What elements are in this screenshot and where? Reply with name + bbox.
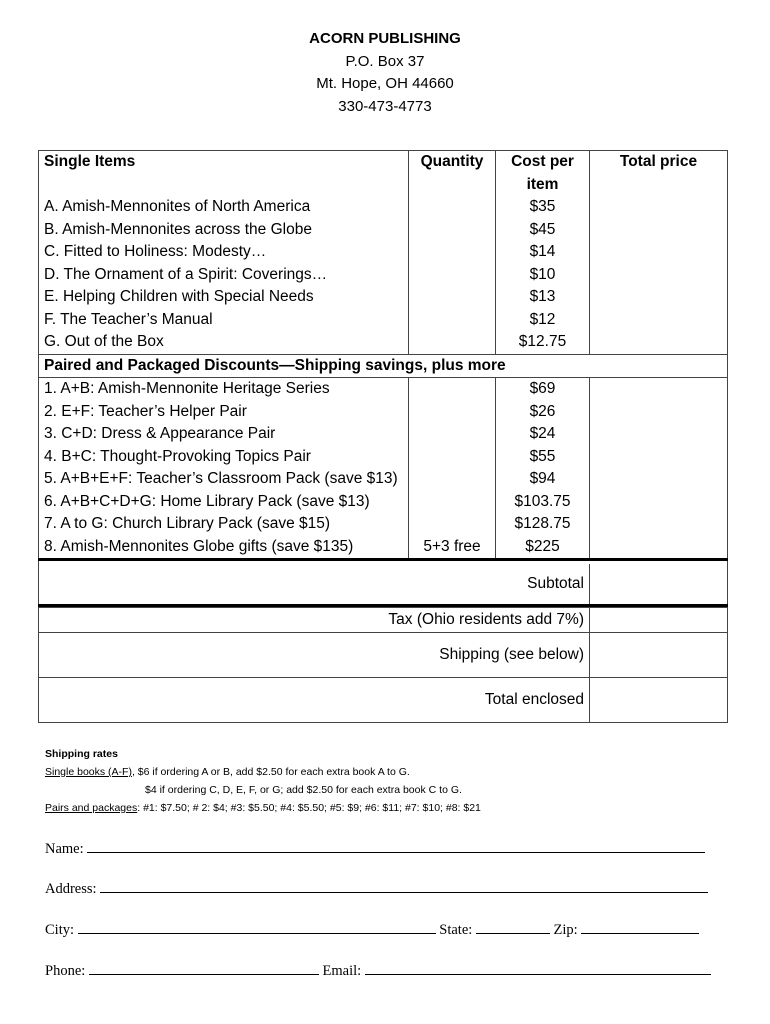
name-field[interactable] — [87, 838, 705, 853]
quantity-field[interactable]: 5+3 free — [409, 536, 496, 560]
city-label: City: — [45, 922, 75, 938]
total-price-field[interactable] — [590, 264, 728, 287]
item-cost: $12.75 — [496, 331, 590, 354]
item-name: 3. C+D: Dress & Appearance Pair — [39, 423, 409, 446]
single-books-rate-2: $4 if ordering C, D, E, F, or G; add $2.50 for each extra book C to G. — [145, 784, 462, 796]
item-cost: $103.75 — [496, 491, 590, 514]
table-row — [39, 196, 728, 219]
item-cost: $69 — [496, 378, 590, 401]
table-row — [39, 309, 728, 332]
item-cost: $35 — [496, 196, 590, 219]
total-price-field[interactable] — [590, 378, 728, 401]
item-name: G. Out of the Box — [39, 331, 409, 354]
item-name: 7. A to G: Church Library Pack (save $15) — [39, 513, 409, 536]
total-price-field[interactable] — [590, 536, 728, 560]
email-field[interactable] — [365, 960, 711, 975]
total-label: Total enclosed — [39, 678, 590, 723]
quantity-field[interactable] — [409, 423, 496, 446]
table-row — [39, 264, 728, 287]
item-name: C. Fitted to Holiness: Modesty… — [39, 241, 409, 264]
item-cost: $55 — [496, 446, 590, 469]
table-row — [39, 241, 728, 264]
shipping-field[interactable] — [590, 633, 728, 678]
table-row — [39, 401, 728, 424]
total-price-field[interactable] — [590, 423, 728, 446]
tax-label: Tax (Ohio residents add 7%) — [39, 608, 590, 633]
company-phone: 330-473-4773 — [338, 97, 432, 115]
shipping-rates-title: Shipping rates — [45, 748, 118, 760]
col-header-quantity: Quantity — [409, 151, 496, 174]
quantity-field[interactable] — [409, 446, 496, 469]
phone-line — [45, 960, 711, 980]
table-row — [39, 468, 728, 491]
quantity-field[interactable] — [409, 401, 496, 424]
item-name: 5. A+B+E+F: Teacher’s Classroom Pack (save $13) — [39, 468, 409, 491]
col-header-total: Total price — [590, 151, 728, 174]
quantity-field[interactable] — [409, 286, 496, 309]
zip-label: Zip: — [553, 922, 578, 938]
col-header-cost: Cost per — [496, 151, 590, 174]
total-price-field[interactable] — [590, 331, 728, 354]
item-name: E. Helping Children with Special Needs — [39, 286, 409, 309]
city-line — [45, 919, 699, 939]
phone-label: Phone: — [45, 963, 86, 979]
quantity-field[interactable] — [409, 219, 496, 242]
name-line — [45, 838, 705, 858]
shipping-row — [39, 633, 728, 678]
quantity-field[interactable] — [409, 513, 496, 536]
zip-field[interactable] — [581, 919, 699, 934]
quantity-field[interactable] — [409, 468, 496, 491]
total-price-field[interactable] — [590, 401, 728, 424]
company-address-1: P.O. Box 37 — [345, 52, 425, 70]
total-field[interactable] — [590, 678, 728, 723]
item-name: 4. B+C: Thought-Provoking Topics Pair — [39, 446, 409, 469]
single-books-rate: Single books (A-F), $6 if ordering A or B, add $2.50 for each extra book A to G. — [45, 766, 410, 778]
item-name: B. Amish-Mennonites across the Globe — [39, 219, 409, 242]
item-cost: $13 — [496, 286, 590, 309]
total-price-field[interactable] — [590, 491, 728, 514]
tax-row — [39, 608, 728, 633]
subtotal-row — [39, 564, 728, 606]
item-cost: $10 — [496, 264, 590, 287]
subtotal-label: Subtotal — [39, 564, 590, 606]
item-name: A. Amish-Mennonites of North America — [39, 196, 409, 219]
total-price-field[interactable] — [590, 286, 728, 309]
quantity-field[interactable] — [409, 241, 496, 264]
table-row — [39, 491, 728, 514]
email-label: Email: — [322, 963, 362, 979]
quantity-field[interactable] — [409, 331, 496, 354]
company-address-2: Mt. Hope, OH 44660 — [316, 75, 454, 92]
total-price-field[interactable] — [590, 309, 728, 332]
company-name: ACORN PUBLISHING — [309, 30, 461, 47]
total-price-field[interactable] — [590, 241, 728, 264]
state-field[interactable] — [476, 919, 550, 934]
item-cost: $12 — [496, 309, 590, 332]
item-name: 6. A+B+C+D+G: Home Library Pack (save $13) — [39, 491, 409, 514]
letterhead — [0, 28, 770, 118]
total-price-field[interactable] — [590, 219, 728, 242]
table-header-row — [39, 151, 728, 174]
total-row — [39, 678, 728, 723]
pairs-rate: Pairs and packages: #1: $7.50; # 2: $4; #3: $5.50; #4: $5.50; #5: $9; #6: $11; #7: $10; #8: $21 — [45, 802, 481, 814]
quantity-field[interactable] — [409, 491, 496, 514]
shipping-label: Shipping (see below) — [39, 633, 590, 678]
table-row — [39, 378, 728, 401]
subtotal-field[interactable] — [590, 564, 728, 606]
quantity-field[interactable] — [409, 378, 496, 401]
table-row — [39, 446, 728, 469]
total-price-field[interactable] — [590, 446, 728, 469]
item-cost: $225 — [496, 536, 590, 560]
quantity-field[interactable] — [409, 309, 496, 332]
table-row — [39, 513, 728, 536]
item-cost: $24 — [496, 423, 590, 446]
name-label: Name: — [45, 841, 84, 857]
total-price-field[interactable] — [590, 196, 728, 219]
table-row — [39, 536, 728, 560]
item-cost: $45 — [496, 219, 590, 242]
table-row — [39, 286, 728, 309]
packages-section-title: Paired and Packaged Discounts—Shipping savings, plus more — [39, 354, 728, 378]
tax-field[interactable] — [590, 608, 728, 633]
col-header-cost-line2: item — [496, 174, 590, 197]
total-price-field[interactable] — [590, 513, 728, 536]
shipping-rates — [45, 745, 481, 817]
phone-field[interactable] — [89, 960, 319, 975]
item-cost: $26 — [496, 401, 590, 424]
col-header-items: Single Items — [39, 151, 409, 174]
table-header-row-2 — [39, 174, 728, 197]
state-label: State: — [439, 922, 473, 938]
item-cost: $128.75 — [496, 513, 590, 536]
item-name: 2. E+F: Teacher’s Helper Pair — [39, 401, 409, 424]
table-row — [39, 423, 728, 446]
address-field[interactable] — [100, 878, 708, 893]
table-row — [39, 219, 728, 242]
item-name: F. The Teacher’s Manual — [39, 309, 409, 332]
total-price-field[interactable] — [590, 468, 728, 491]
item-cost: $14 — [496, 241, 590, 264]
city-field[interactable] — [78, 919, 436, 934]
address-label: Address: — [45, 881, 97, 897]
address-line — [45, 878, 708, 898]
quantity-field[interactable] — [409, 196, 496, 219]
table-row — [39, 331, 728, 354]
quantity-field[interactable] — [409, 264, 496, 287]
item-name: 1. A+B: Amish-Mennonite Heritage Series — [39, 378, 409, 401]
item-name: D. The Ornament of a Spirit: Coverings… — [39, 264, 409, 287]
order-table — [38, 150, 728, 723]
packages-section-row — [39, 354, 728, 378]
item-cost: $94 — [496, 468, 590, 491]
item-name: 8. Amish-Mennonites Globe gifts (save $135) — [39, 536, 409, 560]
